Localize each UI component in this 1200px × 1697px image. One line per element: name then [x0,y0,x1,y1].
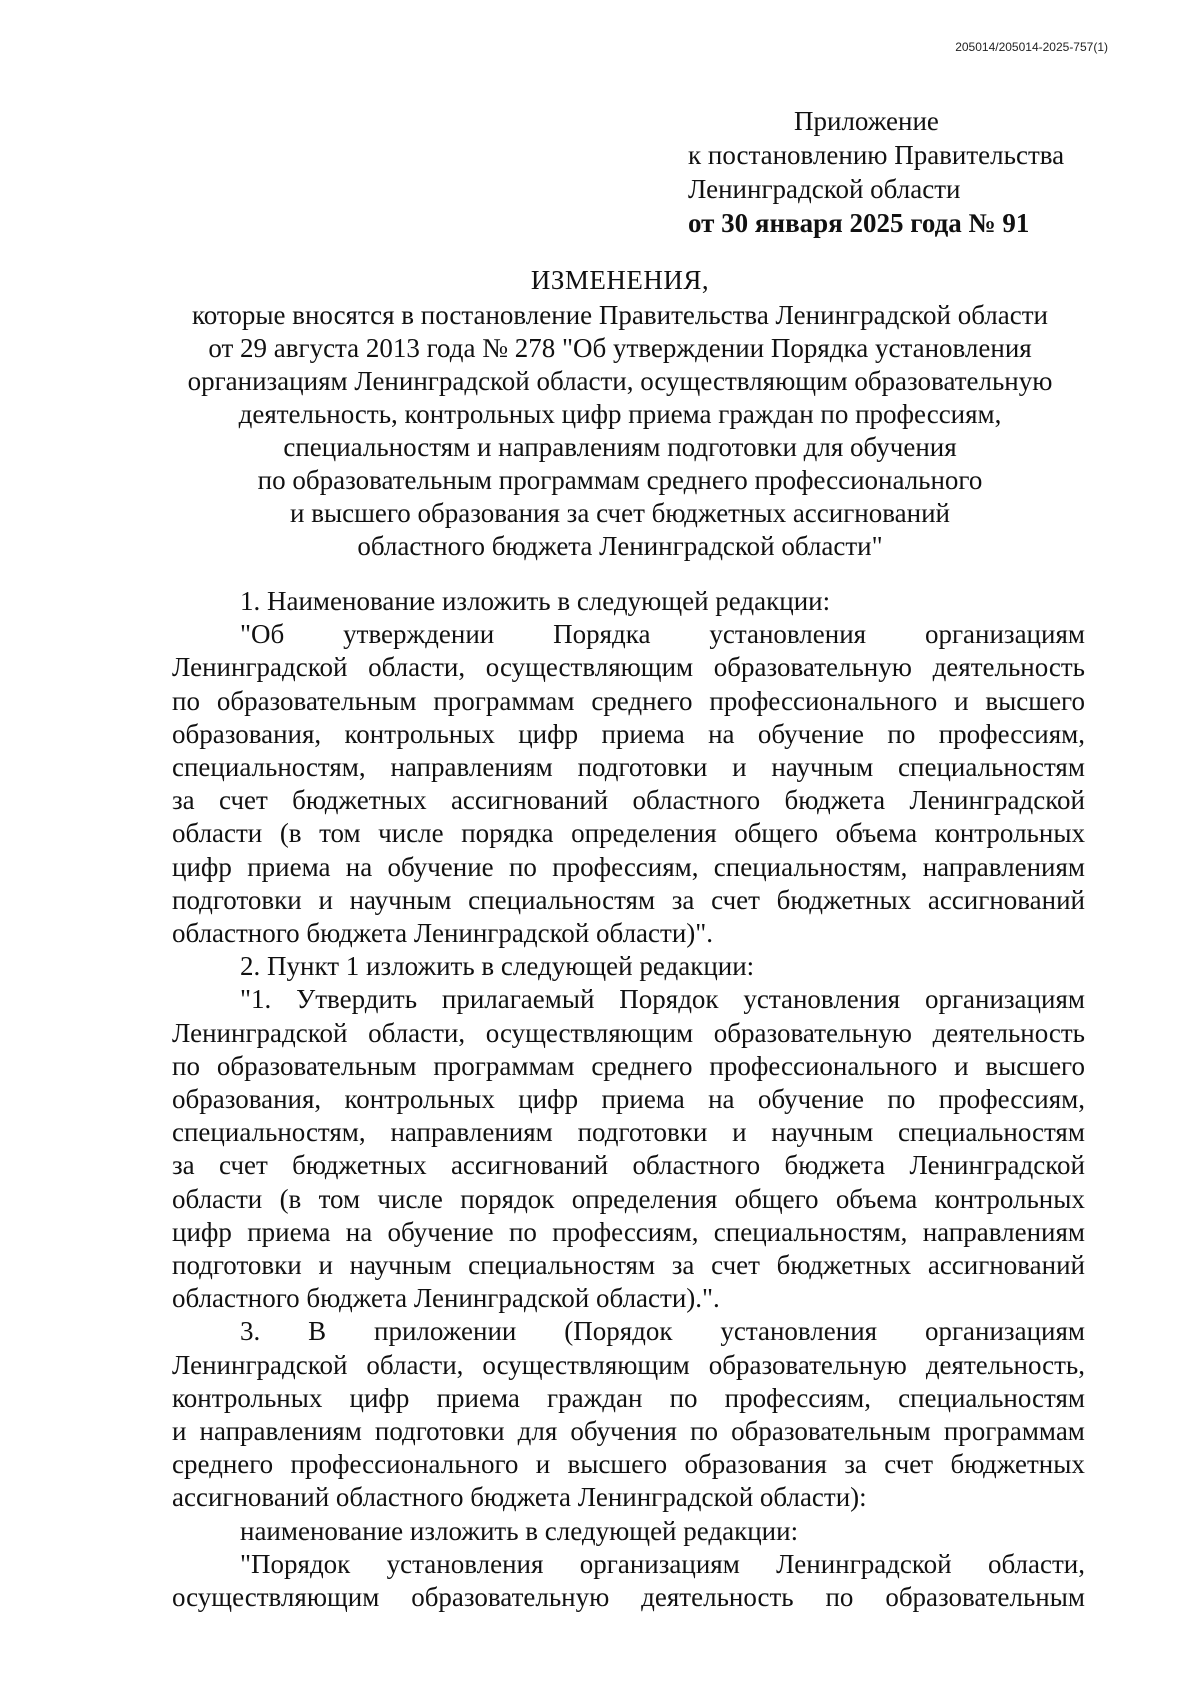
word: 3. [240,1316,261,1347]
word: Утвердить [296,984,418,1015]
body-line [172,1116,1085,1149]
word: и [732,1117,747,1148]
word: контрольных [934,818,1085,849]
word: цифр [518,718,579,749]
word: по [508,1216,537,1247]
item-2-heading: 2. Пункт 1 изложить в следующей редакции: [240,951,755,982]
word: области, [368,652,466,683]
word: на [345,1216,373,1247]
word: установления [386,1548,544,1579]
word: высшего [985,1050,1085,1081]
word: обучения [570,1416,677,1447]
body-line [172,1017,1085,1050]
word: профессионального [290,1449,519,1480]
word: образования, [172,718,322,749]
word: установления [709,619,867,650]
body-line: областного бюджета Ленинградской области).". [172,1283,720,1314]
word: профессиям, [938,718,1085,749]
word: специальностям, [172,752,366,783]
word: подготовки [172,1250,302,1281]
body-line [172,817,1085,850]
word: области, [368,1017,466,1048]
word: бюджета [784,785,886,816]
body-line [172,1083,1085,1116]
word: программам [433,685,575,716]
word: организациям [579,1548,740,1579]
title-line: по образовательным программам среднего профессионального [257,465,983,495]
word: Ленинградской [909,785,1085,816]
body-line: наименование изложить в следующей редакции: [240,1515,799,1546]
word: приема [247,1216,331,1247]
body-line [172,618,1085,651]
word: прилагаемый [441,984,595,1015]
word: Ленинградской [172,652,348,683]
word: деятельность [932,652,1085,683]
document-title [150,264,1090,563]
word: бюджета [784,1150,886,1181]
word: областного [632,785,761,816]
word: обучение [387,851,494,882]
word: образовательным [216,1050,417,1081]
word: направлениям [390,1117,553,1148]
appendix-date-number: от 30 января 2025 года № 91 [688,208,1030,238]
word: научным [349,1250,452,1281]
body-line: ассигнований областного бюджета Ленинградской области): [172,1482,867,1513]
appendix-block [688,104,1128,240]
word: ассигнований [927,884,1085,915]
body-line [172,651,1085,684]
word: высшего [567,1449,668,1480]
word: ассигнований [450,785,609,816]
body-line [172,884,1085,917]
word: "Об [240,619,285,650]
word: по [825,1582,854,1613]
word: по [690,1416,719,1447]
word: обучение [757,1084,865,1115]
word: среднего [591,1050,693,1081]
body-line [172,1548,1085,1581]
word: цифр [518,1084,579,1115]
word: (Порядок [564,1316,673,1347]
word: цифр [172,1216,232,1247]
title-heading: ИЗМЕНЕНИЯ, [530,265,710,295]
word: бюджетных [292,1150,427,1181]
word: том [319,818,361,849]
word: профессиям, [938,1084,1085,1115]
word: осуществляющим [482,1349,690,1380]
word: по [172,1050,200,1081]
word: контрольных [172,1382,323,1413]
word: по [887,1084,916,1115]
word: специальностям [898,1382,1085,1413]
word: подготовки [577,752,708,783]
word: направлениям [922,1216,1085,1247]
word: для [517,1416,558,1447]
word: объема [835,1183,918,1214]
word: профессиям, [552,1216,699,1247]
word: обучение [757,718,865,749]
word: граждан [547,1382,643,1413]
word: на [708,1084,735,1115]
word: контрольных [344,1084,495,1115]
document-body [172,585,1085,1614]
word: В [308,1316,327,1347]
word: за [172,785,195,816]
word: направлениям [199,1416,362,1447]
word: по [172,685,200,716]
item-1-heading: 1. Наименование изложить в следующей редакции: [240,586,831,616]
word: и [172,1416,187,1447]
word: специальностям, [713,851,908,882]
word: подготовки [374,1416,505,1447]
word: подготовки [172,884,302,915]
word: специальностям [898,1117,1085,1148]
body-line [172,1349,1085,1382]
word: счет [219,1150,268,1181]
word: контрольных [344,718,495,749]
word: бюджетных [292,785,427,816]
word: "1. [240,984,272,1015]
word: за [844,1449,867,1480]
word: бюджетных [950,1449,1085,1480]
word: профессионального [709,685,938,716]
title-line: от 29 августа 2013 года № 278 "Об утверждении Порядка установления [208,333,1032,363]
word: приема [436,1382,520,1413]
word: образовательную [713,652,912,683]
word: научным [771,1117,874,1148]
word: области, [366,1349,464,1380]
word: утверждении [343,619,495,650]
word: Порядка [553,619,651,650]
word: счет [884,1449,934,1480]
word: общего [734,1183,819,1214]
word: образовательным [216,685,417,716]
word: деятельность [932,1017,1085,1048]
word: научным [771,752,874,783]
word: организациям [924,1316,1085,1347]
word: определения [571,1183,718,1214]
body-line: областного бюджета Ленинградской области)". [172,918,714,949]
word: счет [711,1250,760,1281]
body-line [172,1050,1085,1083]
word: на [708,718,735,749]
word: ассигнований [450,1150,609,1181]
word: порядка [461,818,554,849]
word: обучение [387,1216,494,1247]
word: бюджетных [776,1250,912,1281]
word: образовательную [713,1017,912,1048]
word: области [172,1183,263,1214]
word: бюджетных [776,884,912,915]
body-line [172,983,1085,1016]
word: деятельность, [925,1349,1085,1380]
word: счет [219,785,268,816]
word: Ленинградской [776,1548,952,1579]
title-line: областного бюджета Ленинградской области" [357,531,883,561]
word: подготовки [577,1117,708,1148]
word: установления [743,984,901,1015]
appendix-reference: к постановлению Правительства [688,140,1065,170]
body-line [172,1581,1085,1614]
word: Ленинградской [172,1017,348,1048]
document-code: 205014/205014-2025-757(1) [955,40,1108,54]
word: области, [987,1548,1085,1579]
word: образования [684,1449,827,1480]
appendix-region: Ленинградской области [688,174,961,204]
word: за [671,1250,695,1281]
body-line [172,1149,1085,1182]
word: профессиям, [724,1382,871,1413]
word: специальностям [898,752,1085,783]
word: среднего [591,685,693,716]
word: объема [835,818,918,849]
word: приема [601,718,685,749]
word: осуществляющим [172,1582,380,1613]
word: за [172,1150,195,1181]
word: областного [632,1150,761,1181]
word: цифр [172,851,232,882]
word: (в [279,1183,302,1214]
word: образовательную [708,1349,907,1380]
word: установления [720,1316,878,1347]
word: определения [571,818,717,849]
body-line [172,751,1085,784]
word: осуществляющим [485,652,694,683]
appendix-title: Приложение [794,106,939,136]
word: том [318,1183,361,1214]
word: профессионального [709,1050,938,1081]
word: приема [601,1084,685,1115]
word: среднего [172,1449,274,1480]
word: организациям [924,984,1085,1015]
body-line [172,1382,1085,1415]
word: высшего [985,685,1085,716]
word: по [669,1382,698,1413]
word: профессиям, [552,851,699,882]
word: образовательным [885,1582,1085,1613]
word: и [318,884,333,915]
word: и [535,1449,551,1480]
title-line: которые вносятся в постановление Правительства Ленинградской области [191,300,1048,330]
word: числе [377,1183,443,1214]
word: Ленинградской [172,1349,348,1380]
word: (в [279,818,302,849]
word: образовательным [731,1416,931,1447]
word: Ленинградской [909,1150,1085,1181]
word: научным [349,884,452,915]
word: на [345,851,373,882]
body-line [172,1249,1085,1282]
word: специальностям, [172,1117,366,1148]
word: по [508,851,537,882]
word: специальностям [468,884,656,915]
body-line [172,1216,1085,1249]
word: контрольных [934,1183,1085,1214]
title-line: и высшего образования за счет бюджетных ассигнований [290,498,950,528]
title-line: специальностям и направлениям подготовки для обучения [283,432,957,462]
word: специальностям, [713,1216,908,1247]
title-line: деятельность, контрольных цифр приема граждан по профессиям, [238,399,1002,429]
word: направлениям [922,851,1085,882]
word: "Порядок [240,1548,351,1579]
word: за [671,884,695,915]
word: программам [433,1050,575,1081]
word: области [172,818,263,849]
word: осуществляющим [485,1017,694,1048]
word: образовательную [411,1582,610,1613]
item-3-heading [172,1315,1085,1348]
word: программам [943,1416,1085,1447]
word: специальностям [468,1250,656,1281]
word: порядок [460,1183,555,1214]
body-line [172,1448,1085,1481]
word: Порядок [619,984,719,1015]
word: направлениям [390,752,553,783]
word: приложении [374,1316,517,1347]
title-line: организациям Ленинградской области, осуществляющим образовательную [187,366,1053,396]
word: ассигнований [927,1250,1085,1281]
body-line [172,784,1085,817]
word: и [954,1050,969,1081]
word: и [732,752,747,783]
word: по [887,718,916,749]
word: приема [247,851,331,882]
body-line [172,718,1085,751]
word: счет [711,884,760,915]
word: и [318,1250,333,1281]
word: числе [378,818,444,849]
body-line [172,685,1085,718]
body-line [172,1415,1085,1448]
word: организациям [924,619,1085,650]
body-line [172,851,1085,884]
word: цифр [349,1382,410,1413]
word: деятельность [641,1582,794,1613]
word: общего [734,818,819,849]
word: и [954,685,969,716]
word: образования, [172,1084,322,1115]
body-line [172,1183,1085,1216]
